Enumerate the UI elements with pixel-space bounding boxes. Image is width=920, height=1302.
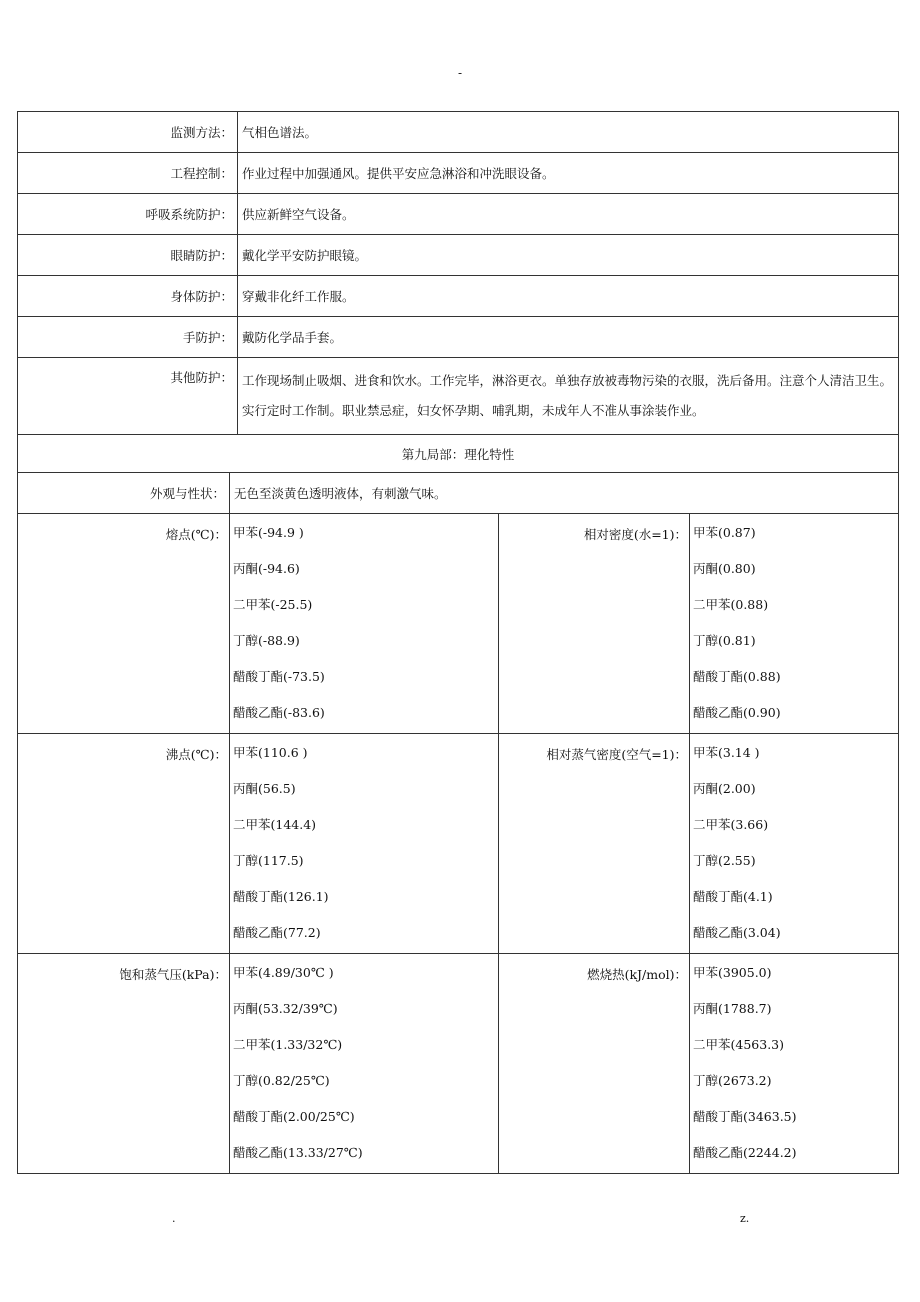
value-body: 穿戴非化纤工作服。 xyxy=(238,276,899,317)
value-line: 丙酮(0.80) xyxy=(693,561,756,576)
value-line: 丙酮(-94.6) xyxy=(233,561,300,576)
label-monitoring: 监测方法： xyxy=(18,112,238,153)
value-line: 丁醇(0.82/25℃) xyxy=(233,1073,330,1088)
value-appearance: 无色至淡黄色透明液体，有刺激气味。 xyxy=(230,473,899,514)
values-vapor-density xyxy=(690,734,899,954)
value-line: 醋酸乙酯(0.90) xyxy=(693,705,781,720)
row-appearance xyxy=(18,473,899,514)
label-relative-density: 相对密度(水=1)： xyxy=(499,514,690,734)
value-other: 工作现场制止吸烟、进食和饮水。工作完毕，淋浴更衣。单独存放被毒物污染的衣服，洗后备用。注意个人清洁卫生。 实行定时工作制。职业禁忌症，妇女怀孕期、哺乳期，未成年人不准从事涂装作业。 xyxy=(238,358,899,435)
value-line: 醋酸乙酯(13.33/27℃) xyxy=(233,1145,363,1160)
row-vapor-pressure-combustion xyxy=(18,954,899,1174)
value-line: 二甲苯(4563.3) xyxy=(693,1037,784,1052)
row-hand xyxy=(18,317,899,358)
label-eye: 眼睛防护： xyxy=(18,235,238,276)
label-combustion-heat: 燃烧热(kJ/mol)： xyxy=(499,954,690,1174)
label-hand: 手防护： xyxy=(18,317,238,358)
value-line: 醋酸丁酯(126.1) xyxy=(233,889,329,904)
label-boiling-point: 沸点(℃)： xyxy=(18,734,230,954)
label-other: 其他防护： xyxy=(18,358,238,435)
page-header-mark: - xyxy=(457,66,463,80)
label-body: 身体防护： xyxy=(18,276,238,317)
value-line: 甲苯(3905.0) xyxy=(693,965,772,980)
value-eye: 戴化学平安防护眼镜。 xyxy=(238,235,899,276)
value-line: 醋酸丁酯(4.1) xyxy=(693,889,773,904)
value-line: 丁醇(2.55) xyxy=(693,853,756,868)
label-melting-point: 熔点(℃)： xyxy=(18,514,230,734)
value-line: 甲苯(4.89/30℃ ) xyxy=(233,965,334,980)
value-line: 二甲苯(-25.5) xyxy=(233,597,313,612)
values-boiling-point xyxy=(230,734,499,954)
value-monitoring: 气相色谱法。 xyxy=(238,112,899,153)
value-line: 醋酸乙酯(77.2) xyxy=(233,925,321,940)
value-line: 甲苯(0.87) xyxy=(693,525,756,540)
value-line: 丁醇(117.5) xyxy=(233,853,304,868)
value-line: 丙酮(56.5) xyxy=(233,781,296,796)
value-line: 醋酸丁酯(-73.5) xyxy=(233,669,325,684)
row-body xyxy=(18,276,899,317)
value-line: 丙酮(53.32/39℃) xyxy=(233,1001,338,1016)
row-section-title xyxy=(18,435,899,473)
values-vapor-pressure xyxy=(230,954,499,1174)
value-line: 醋酸丁酯(0.88) xyxy=(693,669,781,684)
value-line: 醋酸丁酯(3463.5) xyxy=(693,1109,797,1124)
row-boiling-vapor-density xyxy=(18,734,899,954)
label-respiratory: 呼吸系统防护： xyxy=(18,194,238,235)
values-melting-point xyxy=(230,514,499,734)
row-eye xyxy=(18,235,899,276)
value-respiratory: 供应新鲜空气设备。 xyxy=(238,194,899,235)
footer-left-mark: . xyxy=(172,1212,176,1225)
value-line: 醋酸丁酯(2.00/25℃) xyxy=(233,1109,355,1124)
value-line: 丁醇(2673.2) xyxy=(693,1073,772,1088)
value-line: 醋酸乙酯(2244.2) xyxy=(693,1145,797,1160)
footer-right-mark: z. xyxy=(740,1212,750,1225)
section-title: 第九局部：理化特性 xyxy=(18,435,899,473)
msds-table xyxy=(17,111,899,1174)
value-line: 二甲苯(1.33/32℃) xyxy=(233,1037,343,1052)
value-line: 二甲苯(0.88) xyxy=(693,597,769,612)
value-line: 丙酮(1788.7) xyxy=(693,1001,772,1016)
value-hand: 戴防化学品手套。 xyxy=(238,317,899,358)
value-line: 甲苯(110.6 ) xyxy=(233,745,308,760)
values-combustion-heat xyxy=(690,954,899,1174)
row-respiratory xyxy=(18,194,899,235)
row-melting-density xyxy=(18,514,899,734)
value-line: 二甲苯(3.66) xyxy=(693,817,769,832)
row-other xyxy=(18,358,899,435)
row-engineering xyxy=(18,153,899,194)
label-engineering: 工程控制： xyxy=(18,153,238,194)
row-monitoring xyxy=(18,112,899,153)
label-vapor-density: 相对蒸气密度(空气=1)： xyxy=(499,734,690,954)
label-vapor-pressure: 饱和蒸气压(kPa)： xyxy=(18,954,230,1174)
value-line: 甲苯(3.14 ) xyxy=(693,745,760,760)
value-line: 醋酸乙酯(-83.6) xyxy=(233,705,325,720)
value-line: 丁醇(-88.9) xyxy=(233,633,300,648)
values-relative-density xyxy=(690,514,899,734)
value-line: 醋酸乙酯(3.04) xyxy=(693,925,781,940)
value-engineering: 作业过程中加强通风。提供平安应急淋浴和冲洗眼设备。 xyxy=(238,153,899,194)
value-line: 二甲苯(144.4) xyxy=(233,817,317,832)
label-appearance: 外观与性状： xyxy=(18,473,230,514)
value-line: 丙酮(2.00) xyxy=(693,781,756,796)
value-line: 丁醇(0.81) xyxy=(693,633,756,648)
value-line: 甲苯(-94.9 ) xyxy=(233,525,304,540)
